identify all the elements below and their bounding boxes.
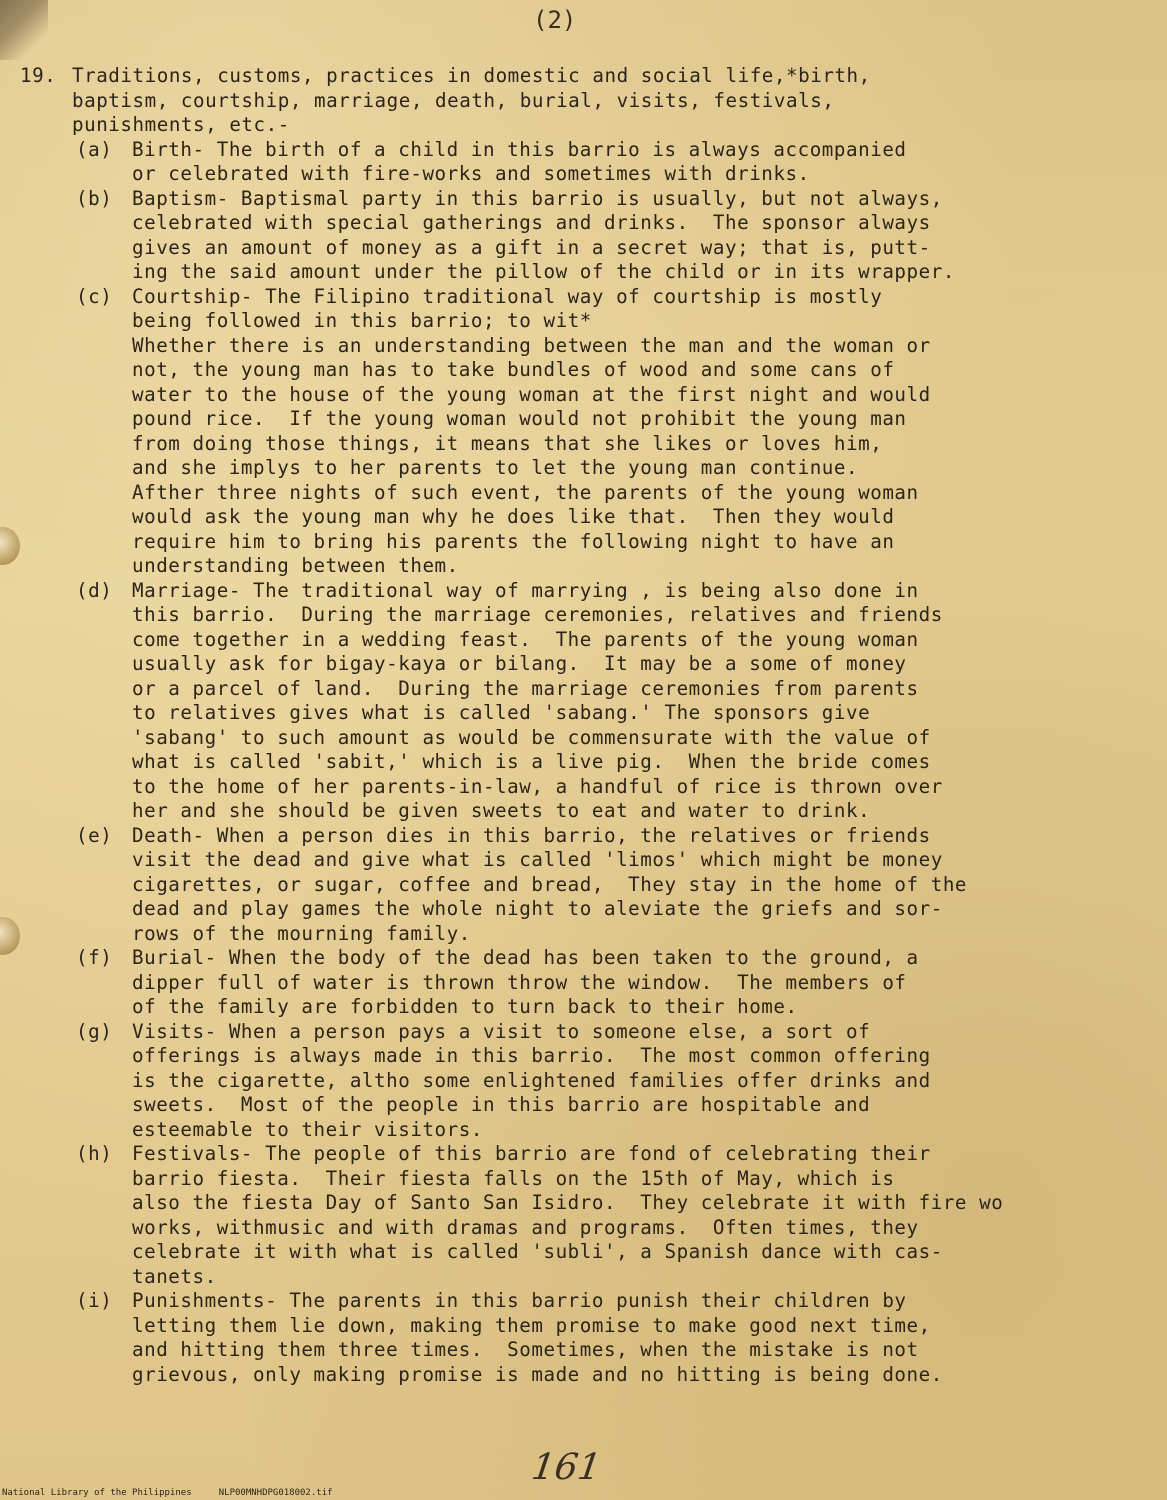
- entry-line: Whether there is an understanding between the man and the woman or: [132, 333, 931, 357]
- entry-line: ing the said amount under the pillow of the child or in its wrapper.: [132, 260, 955, 283]
- entry-line: also the fiesta Day of Santo San Isidro. They celebrate it with fire wo: [132, 1191, 1004, 1214]
- entry-label: (e): [76, 823, 113, 847]
- entry-line: letting them lie down, making them promise to make good next time,: [132, 1313, 931, 1337]
- entry-line: and she implys to her parents to let the young man continue.: [132, 456, 859, 479]
- heading-line: punishments, etc.-: [72, 113, 290, 136]
- entry-label: (g): [76, 1019, 113, 1043]
- entry-label: (i): [76, 1289, 113, 1312]
- entry-line: rows of the mourning family.: [132, 921, 471, 945]
- entry-line: being followed in this barrio; to wit*: [132, 309, 592, 332]
- entry-line: understanding between them.: [132, 554, 459, 577]
- entry-label: (d): [76, 578, 113, 602]
- torn-corner: [0, 0, 48, 60]
- entry-line: not, the young man has to take bundles of wood and some cans of: [132, 358, 895, 381]
- entry-c: [20, 285, 1160, 579]
- entry-line: Marriage- The traditional way of marrying , is being also done in: [132, 578, 919, 602]
- entry-line: tanets.: [132, 1264, 217, 1288]
- entry-line: dead and play games the whole night to aleviate the griefs and sor-: [132, 897, 943, 920]
- entry-line: 'sabang' to such amount as would be commensurate with the value of: [132, 725, 931, 749]
- entry-g: [20, 1020, 1160, 1143]
- entry-label: (c): [76, 284, 113, 308]
- entry-line: Punishments- The parents in this barrio punish their children by: [132, 1289, 907, 1312]
- entry-line: Afther three nights of such event, the parents of the young woman: [132, 480, 919, 504]
- entry-line: or a parcel of land. During the marriage ceremonies from parents: [132, 676, 919, 700]
- entry-line: water to the house of the young woman at the first night and would: [132, 382, 931, 406]
- item-19-heading: [20, 64, 1160, 138]
- entry-line: Festivals- The people of this barrio are fond of celebrating their: [132, 1142, 931, 1165]
- entry-line: or celebrated with fire-works and sometimes with drinks.: [132, 162, 810, 185]
- entry-line: and hitting them three times. Sometimes, when the mistake is not: [132, 1338, 919, 1361]
- entry-line: Birth- The birth of a child in this barrio is always accompanied: [132, 137, 907, 161]
- document-body: [20, 64, 1160, 1387]
- page-number: (2): [533, 6, 577, 34]
- heading-line: Traditions, customs, practices in domestic and social life,*birth,: [72, 64, 871, 87]
- entry-line: celebrate it with what is called 'subli', a Spanish dance with cas-: [132, 1240, 943, 1263]
- scan-footer: National Library of the Philippines NLP00MNHDPG018002.tif: [2, 1488, 333, 1498]
- entry-line: require him to bring his parents the following night to have an: [132, 529, 895, 553]
- punch-hole-upper: [0, 527, 20, 565]
- entry-line: Courtship- The Filipino traditional way of courtship is mostly: [132, 284, 883, 308]
- entry-line: what is called 'sabit,' which is a live pig. When the bride comes: [132, 750, 931, 773]
- entry-line: celebrated with special gatherings and drinks. The sponsor always: [132, 211, 931, 234]
- entry-line: barrio fiesta. Their fiesta falls on the 15th of May, which is: [132, 1166, 895, 1190]
- entry-line: gives an amount of money as a gift in a secret way; that is, putt-: [132, 235, 931, 259]
- entry-h: [20, 1142, 1160, 1289]
- entry-line: her and she should be given sweets to eat and water to drink.: [132, 799, 871, 822]
- entry-line: visit the dead and give what is called 'limos' which might be money: [132, 848, 943, 871]
- entry-line: offerings is always made in this barrio. The most common offering: [132, 1044, 931, 1067]
- entry-line: this barrio. During the marriage ceremonies, relatives and friends: [132, 603, 943, 626]
- entry-line: Baptism- Baptismal party in this barrio is usually, but not always,: [132, 186, 943, 210]
- entry-line: to relatives gives what is called 'sabang.' The sponsors give: [132, 701, 871, 724]
- entry-e: [20, 824, 1160, 947]
- entry-f: [20, 946, 1160, 1020]
- entry-line: would ask the young man why he does like that. Then they would: [132, 505, 895, 528]
- entry-i: [20, 1289, 1160, 1387]
- entry-d: [20, 579, 1160, 824]
- entry-line: esteemable to their visitors.: [132, 1117, 483, 1141]
- entry-line: of the family are forbidden to turn back to their home.: [132, 995, 798, 1018]
- entry-label: (f): [76, 946, 113, 969]
- entry-line: cigarettes, or sugar, coffee and bread, They stay in the home of the: [132, 872, 968, 896]
- entry-line: works, withmusic and with dramas and programs. Often times, they: [132, 1215, 919, 1239]
- handwritten-page-number: 161: [529, 1447, 604, 1488]
- entry-label: (h): [76, 1142, 113, 1165]
- entry-line: from doing those things, it means that she likes or loves him,: [132, 431, 883, 455]
- entry-line: dipper full of water is thrown throw the window. The members of: [132, 970, 907, 994]
- entry-label: (b): [76, 186, 113, 210]
- entry-label: (a): [76, 137, 113, 161]
- entry-line: come together in a wedding feast. The parents of the young woman: [132, 627, 919, 651]
- entry-line: grievous, only making promise is made and no hitting is being done.: [132, 1362, 943, 1386]
- entry-a: [20, 138, 1160, 187]
- entry-line: Visits- When a person pays a visit to someone else, a sort of: [132, 1019, 871, 1043]
- entry-line: to the home of her parents-in-law, a handful of rice is thrown over: [132, 774, 943, 798]
- entry-b: [20, 187, 1160, 285]
- entry-line: is the cigarette, altho some enlightened families offer drinks and: [132, 1068, 931, 1092]
- entry-line: Death- When a person dies in this barrio, the relatives or friends: [132, 823, 931, 847]
- punch-hole-lower: [0, 917, 20, 955]
- item-number: 19.: [20, 64, 57, 87]
- entry-line: sweets. Most of the people in this barrio are hospitable and: [132, 1093, 871, 1116]
- entry-line: pound rice. If the young woman would not prohibit the young man: [132, 407, 907, 430]
- heading-line: baptism, courtship, marriage, death, burial, visits, festivals,: [72, 88, 835, 112]
- entry-line: Burial- When the body of the dead has been taken to the ground, a: [132, 946, 919, 969]
- entry-line: usually ask for bigay-kaya or bilang. It may be a some of money: [132, 652, 907, 675]
